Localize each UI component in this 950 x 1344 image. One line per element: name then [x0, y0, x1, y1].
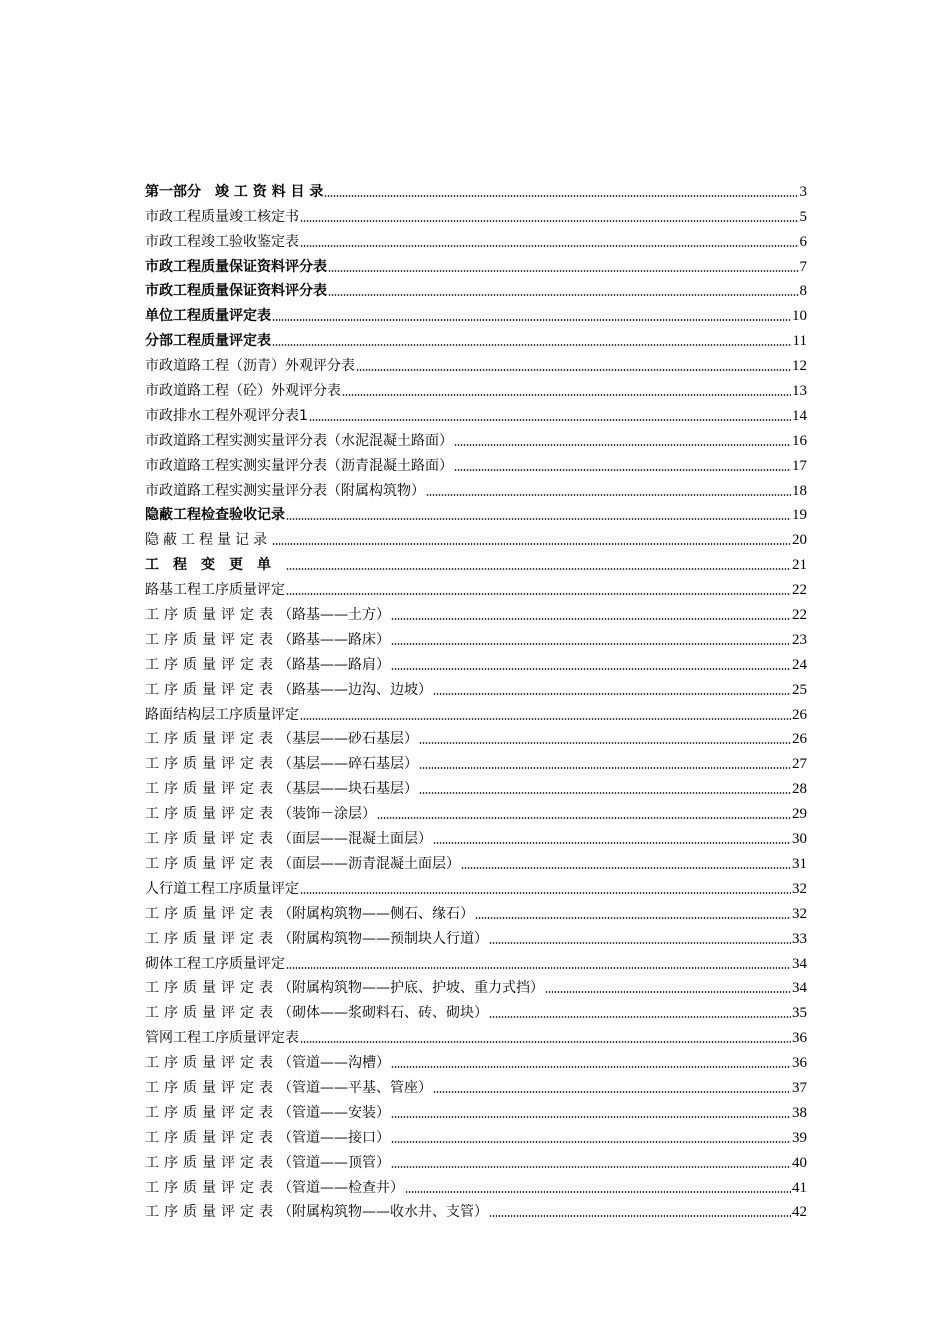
- dot-leader: [300, 245, 799, 247]
- dot-leader: [300, 892, 791, 894]
- toc-entry[interactable]: [145, 325, 807, 350]
- toc-entry[interactable]: [145, 1072, 807, 1097]
- toc-entry[interactable]: [145, 276, 807, 301]
- toc-page-number: 36: [792, 1055, 807, 1072]
- toc-entry-title: 市政工程竣工验收鉴定表: [145, 233, 299, 250]
- toc-entry-title: [145, 1004, 488, 1022]
- toc-entry[interactable]: [145, 400, 807, 425]
- toc-entry-title: [145, 681, 432, 699]
- toc-entry-title: [145, 730, 418, 748]
- table-of-contents: [145, 176, 807, 1221]
- dot-leader: [489, 942, 791, 944]
- toc-entry[interactable]: [145, 624, 807, 649]
- toc-page-number: 8: [799, 283, 807, 300]
- toc-entry-title: 市政工程质量竣工核定书: [145, 208, 299, 225]
- toc-entry[interactable]: [145, 549, 807, 574]
- toc-entry[interactable]: [145, 375, 807, 400]
- toc-entry-title: [145, 855, 460, 873]
- toc-entry-title: 分部工程质量评定表: [145, 333, 271, 350]
- toc-entry[interactable]: [145, 798, 807, 823]
- toc-entry[interactable]: [145, 649, 807, 674]
- dot-leader: [309, 419, 791, 421]
- toc-entry-title: [145, 755, 418, 773]
- toc-entry-title: [145, 930, 488, 948]
- toc-entry-label: 工序质量评定表: [145, 1204, 278, 1221]
- dot-leader: [272, 543, 791, 545]
- dot-leader: [454, 444, 791, 446]
- toc-entry-title: [145, 631, 390, 649]
- toc-entry[interactable]: [145, 948, 807, 973]
- toc-page-number: 22: [792, 607, 807, 624]
- toc-entry-detail: （路基——路床）: [278, 631, 390, 648]
- toc-entry-label: 工序质量评定表: [145, 930, 278, 947]
- toc-entry-title: [145, 805, 376, 823]
- dot-leader: [391, 1066, 791, 1068]
- toc-page-number: 22: [792, 582, 807, 599]
- toc-page-number: 6: [799, 233, 807, 250]
- toc-entry[interactable]: [145, 1097, 807, 1122]
- toc-entry-label: 工序质量评定表: [145, 756, 278, 773]
- toc-page-number: 32: [792, 905, 807, 922]
- toc-entry-detail: （附属构筑物——收水井、支管）: [278, 1204, 488, 1221]
- toc-entry-title: [145, 1129, 390, 1147]
- toc-entry-label: 工序质量评定表: [145, 631, 278, 648]
- dot-leader: [391, 668, 791, 670]
- dot-leader: [328, 294, 799, 296]
- toc-entry-title: 第一部分 竣 工 资 料 目 录: [145, 183, 324, 200]
- toc-entry-detail: （管道——检查井）: [278, 1179, 404, 1196]
- dot-leader: [342, 394, 791, 396]
- toc-entry-label: 工序质量评定表: [145, 681, 278, 698]
- dot-leader: [324, 195, 798, 197]
- toc-page-number: 19: [792, 507, 807, 524]
- toc-entry-detail: （附属构筑物——侧石、缘石）: [278, 905, 474, 922]
- toc-entry[interactable]: [145, 1172, 807, 1197]
- toc-entry-label: 工序质量评定表: [145, 1179, 278, 1196]
- toc-entry-label: 工序质量评定表: [145, 656, 278, 673]
- toc-page-number: 34: [792, 955, 807, 972]
- toc-entry-title: [145, 1054, 390, 1072]
- toc-entry[interactable]: [145, 898, 807, 923]
- toc-entry-title: [145, 830, 432, 848]
- dot-leader: [356, 369, 791, 371]
- toc-entry[interactable]: [145, 350, 807, 375]
- toc-page-number: 29: [792, 806, 807, 823]
- toc-page-number: 41: [792, 1179, 807, 1196]
- dot-leader: [391, 618, 791, 620]
- dot-leader: [419, 767, 791, 769]
- toc-page-number: 26: [792, 731, 807, 748]
- toc-page-number: 12: [792, 358, 807, 375]
- toc-page-number: 42: [792, 1204, 807, 1221]
- toc-entry-label: 工序质量评定表: [145, 855, 278, 872]
- toc-page-number: 38: [792, 1104, 807, 1121]
- toc-entry[interactable]: [145, 176, 807, 201]
- dot-leader: [461, 867, 791, 869]
- toc-entry-label: 工序质量评定表: [145, 1104, 278, 1121]
- toc-entry[interactable]: [145, 1022, 807, 1047]
- toc-entry-detail: （附属构筑物——预制块人行道）: [278, 930, 488, 947]
- toc-entry-label: 工序质量评定表: [145, 1129, 278, 1146]
- toc-page-number: 33: [792, 930, 807, 947]
- toc-page-number: 31: [792, 855, 807, 872]
- toc-entry-detail: （路基——土方）: [278, 607, 390, 624]
- dot-leader: [489, 1215, 791, 1217]
- toc-entry[interactable]: [145, 973, 807, 998]
- toc-entry-title: [145, 606, 390, 624]
- toc-entry-title: [145, 1079, 432, 1097]
- dot-leader: [272, 344, 792, 346]
- toc-page-number: 13: [792, 383, 807, 400]
- toc-entry-title: 路面结构层工序质量评定: [145, 706, 299, 723]
- dot-leader: [377, 817, 791, 819]
- toc-entry-detail: （路基——边沟、边坡）: [278, 681, 432, 698]
- dot-leader: [433, 842, 791, 844]
- dot-leader: [454, 469, 791, 471]
- dot-leader: [272, 319, 791, 321]
- toc-entry[interactable]: [145, 773, 807, 798]
- toc-entry-detail: （附属构筑物——护底、护坡、重力式挡）: [278, 980, 544, 997]
- toc-entry-title: 隐蔽工程检查验收记录: [145, 507, 285, 524]
- toc-entry-title: 市政道路工程（沥青）外观评分表: [145, 358, 355, 375]
- toc-entry-detail: （管道——顶管）: [278, 1154, 390, 1171]
- toc-page-number: 21: [792, 557, 807, 574]
- toc-entry[interactable]: [145, 425, 807, 450]
- toc-entry[interactable]: [145, 201, 807, 226]
- toc-entry-label: 工序质量评定表: [145, 731, 278, 748]
- dot-leader: [391, 643, 791, 645]
- dot-leader: [489, 1016, 791, 1018]
- toc-entry[interactable]: [145, 599, 807, 624]
- toc-page-number: 36: [792, 1030, 807, 1047]
- dot-leader: [300, 220, 799, 222]
- dot-leader: [300, 718, 791, 720]
- toc-entry-title: 人行道工程工序质量评定: [145, 880, 299, 897]
- dot-leader: [405, 1191, 791, 1193]
- dot-leader: [286, 593, 791, 595]
- toc-page-number: 35: [792, 1005, 807, 1022]
- toc-entry-detail: （管道——沟槽）: [278, 1055, 390, 1072]
- toc-entry-title: 单位工程质量评定表: [145, 308, 271, 325]
- toc-entry-title: 路基工程工序质量评定: [145, 582, 285, 599]
- toc-page-number: 11: [792, 333, 807, 350]
- toc-entry-title: 市政道路工程实测实量评分表（沥青混凝土路面）: [145, 457, 453, 474]
- toc-entry-detail: （管道——接口）: [278, 1129, 390, 1146]
- toc-entry-title: 市政排水工程外观评分表1: [145, 407, 308, 424]
- toc-entry-detail: （基层——块石基层）: [278, 781, 418, 798]
- toc-entry[interactable]: [145, 1122, 807, 1147]
- toc-entry-label: 工序质量评定表: [145, 1055, 278, 1072]
- toc-page-number: 3: [799, 183, 807, 200]
- toc-entry-title: [145, 656, 390, 674]
- toc-entry-title: 市政道路工程（砼）外观评分表: [145, 383, 341, 400]
- toc-page-number: 14: [792, 407, 807, 424]
- dot-leader: [433, 693, 791, 695]
- toc-page-number: 30: [792, 831, 807, 848]
- toc-entry-title: [145, 1154, 390, 1172]
- toc-entry[interactable]: [145, 674, 807, 699]
- toc-entry-title: [145, 905, 474, 923]
- toc-entry[interactable]: [145, 724, 807, 749]
- toc-page-number: 23: [792, 631, 807, 648]
- dot-leader: [419, 742, 791, 744]
- toc-page-number: 10: [792, 308, 807, 325]
- toc-entry-label: 工序质量评定表: [145, 905, 278, 922]
- toc-entry-detail: （路基——路肩）: [278, 656, 390, 673]
- toc-entry-title: 市政道路工程实测实量评分表（附属构筑物）: [145, 482, 425, 499]
- dot-leader: [328, 270, 799, 272]
- toc-entry[interactable]: [145, 524, 807, 549]
- toc-entry-detail: （面层——混凝土面层）: [278, 831, 432, 848]
- toc-page-number: 25: [792, 681, 807, 698]
- toc-entry[interactable]: [145, 1147, 807, 1172]
- toc-entry-title: 市政工程质量保证资料评分表: [145, 283, 327, 300]
- toc-entry[interactable]: [145, 923, 807, 948]
- toc-entry-detail: （基层——碎石基层）: [278, 756, 418, 773]
- dot-leader: [475, 917, 791, 919]
- toc-entry-label: 工序质量评定表: [145, 1079, 278, 1096]
- toc-entry[interactable]: [145, 1197, 807, 1222]
- toc-entry[interactable]: [145, 475, 807, 500]
- toc-entry-title: 砌体工程工序质量评定: [145, 955, 285, 972]
- toc-entry[interactable]: [145, 1047, 807, 1072]
- toc-page-number: 7: [799, 258, 807, 275]
- toc-entry-label: 工序质量评定表: [145, 607, 278, 624]
- toc-entry-title: [145, 780, 418, 798]
- dot-leader: [391, 1141, 791, 1143]
- toc-entry[interactable]: [145, 226, 807, 251]
- toc-entry[interactable]: [145, 873, 807, 898]
- toc-page-number: 20: [792, 532, 807, 549]
- toc-entry[interactable]: [145, 500, 807, 525]
- toc-page-number: 39: [792, 1129, 807, 1146]
- toc-entry-title: 管网工程工序质量评定表: [145, 1030, 299, 1047]
- toc-page-number: 18: [792, 482, 807, 499]
- dot-leader: [433, 1091, 791, 1093]
- toc-page-number: 24: [792, 656, 807, 673]
- toc-entry-detail: （面层——沥青混凝土面层）: [278, 855, 460, 872]
- toc-entry-label: 工序质量评定表: [145, 781, 278, 798]
- toc-page-number: 34: [792, 980, 807, 997]
- toc-entry-detail: （装饰－涂层）: [278, 806, 376, 823]
- toc-entry-label: 工序质量评定表: [145, 980, 278, 997]
- toc-entry-detail: （砌体——浆砌料石、砖、砌块）: [278, 1005, 488, 1022]
- toc-page-number: 27: [792, 756, 807, 773]
- toc-page-number: 26: [792, 706, 807, 723]
- toc-page-number: 16: [792, 432, 807, 449]
- toc-entry-detail: （管道——安装）: [278, 1104, 390, 1121]
- toc-entry[interactable]: [145, 699, 807, 724]
- toc-entry-title: [145, 979, 544, 997]
- toc-entry-title: 市政道路工程实测实量评分表（水泥混凝土路面）: [145, 432, 453, 449]
- toc-page-number: 40: [792, 1154, 807, 1171]
- dot-leader: [286, 568, 791, 570]
- dot-leader: [286, 518, 791, 520]
- toc-entry-detail: （基层——砂石基层）: [278, 731, 418, 748]
- toc-entry-title: [145, 1104, 390, 1122]
- dot-leader: [419, 792, 791, 794]
- dot-leader: [426, 494, 791, 496]
- toc-entry[interactable]: [145, 848, 807, 873]
- toc-entry[interactable]: [145, 450, 807, 475]
- toc-entry-label: 工序质量评定表: [145, 806, 278, 823]
- toc-entry-label: 工序质量评定表: [145, 1154, 278, 1171]
- dot-leader: [391, 1116, 791, 1118]
- toc-page-number: 37: [792, 1079, 807, 1096]
- toc-entry-title: 隐蔽工程量记录: [145, 532, 271, 549]
- dot-leader: [300, 1041, 791, 1043]
- toc-entry[interactable]: [145, 997, 807, 1022]
- toc-page-number: 32: [792, 880, 807, 897]
- dot-leader: [286, 967, 791, 969]
- toc-entry[interactable]: [145, 251, 807, 276]
- toc-page-number: 17: [792, 457, 807, 474]
- toc-entry-title: 工程变更单: [145, 557, 285, 574]
- toc-entry-detail: （管道——平基、管座）: [278, 1079, 432, 1096]
- dot-leader: [391, 1166, 791, 1168]
- toc-entry[interactable]: [145, 300, 807, 325]
- toc-entry-title: 市政工程质量保证资料评分表: [145, 258, 327, 275]
- toc-entry-title: [145, 1179, 404, 1197]
- toc-page-number: 28: [792, 781, 807, 798]
- toc-entry[interactable]: [145, 748, 807, 773]
- toc-entry[interactable]: [145, 823, 807, 848]
- toc-entry-label: 工序质量评定表: [145, 831, 278, 848]
- toc-entry-title: [145, 1203, 488, 1221]
- dot-leader: [545, 991, 791, 993]
- toc-entry[interactable]: [145, 574, 807, 599]
- toc-entry-label: 工序质量评定表: [145, 1005, 278, 1022]
- toc-page-number: 5: [799, 208, 807, 225]
